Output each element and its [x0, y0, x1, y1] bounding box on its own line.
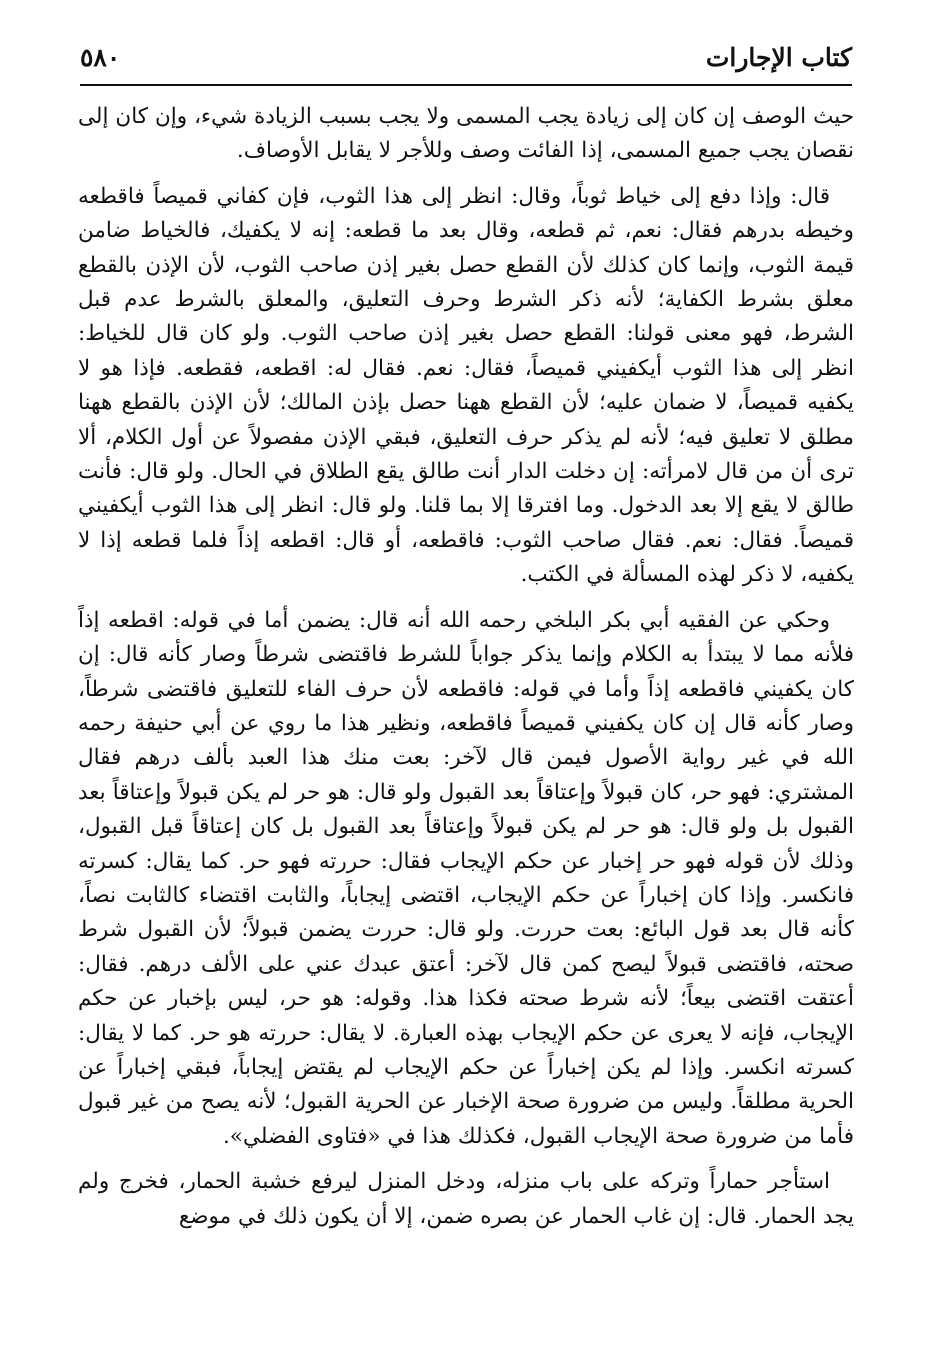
header-divider: [80, 84, 852, 86]
paragraph: حيث الوصف إن كان إلى زيادة يجب المسمى ولا يجب بسبب الزيادة شيء، وإن كان إلى نقصان يجب جميع المسمى، إذا الفائت وصف وللأجر لا يقابل الأوصاف.: [78, 104, 854, 164]
paragraph: وحكي عن الفقيه أبي بكر البلخي رحمه الله أنه قال: يضمن أما في قوله: اقطعه إذاً فلأنه مما لا يبتدأ به الكلام وإنما يذكر جواباً للشرط فاقتضى شرطاً وصار كأنه قال: إن كان يكفيني فاقطعه إذاً وأما في قوله: فاقطعه لأن حرف الفاء للتعليق فاقتضى شرطاً، وصار كأنه قال إن كان يكفيني قميصاً فاقطعه، ونظير هذا ما روي عن أبي حنيفة رحمه الله في غير رواية الأصول فيمن قال لآخر: بعت منك هذا العبد بألف درهم فقال المشتري: فهو حر، كان قبولاً وإعتاقاً بعد القبول ولو قال: هو حر لم يكن قبولاً وإعتاقاً بعد القبول بل ولو قال: هو حر لم يكن قبولاً وإعتاقاً بعد القبول بل كان إعتاقاً قبل القبول، وذلك لأن قوله فهو حر إخبار عن حكم الإيجاب فقال: حررته فهو حر. كما يقال: كسرته فانكسر. وإذا كان إخباراً عن حكم الإيجاب، اقتضى إيجاباً، والثابت اقتضاء كالثابت نصاً، كأنه قال بعد قول البائع: بعت حررت. ولو قال: حررت يضمن قبولاً؛ لأن القبول شرط صحته، فاقتضى قبولاً ليصح كمن قال لآخر: أعتق عبدك عني على الألف درهم. فقال: أعتقت اقتضى بيعاً؛ لأنه شرط صحته فكذا هذا. وقوله: هو حر، ليس بإخبار عن حكم الإيجاب، فإنه لا يعرى عن حكم الإيجاب بهذه العبارة. لا يقال: حررته هو حر. كما لا يقال: كسرته انكسر. وإذا لم يكن إخباراً عن حكم الإيجاب لم يقتض إيجاباً، فبقي إخباراً عن الحرية مطلقاً. وليس من ضرورة صحة الإخبار عن الحرية القبول؛ لأنه يصح من غير قبول فأما من ضرورة صحة الإيجاب القبول، فكذلك هذا في «فتاوى الفضلي».: [78, 607, 854, 1149]
page-header: [80, 38, 852, 84]
body-text: [78, 100, 854, 1234]
chapter-title: كتاب الإجارات: [705, 43, 852, 72]
paragraph: استأجر حماراً وتركه على باب منزله، ودخل المنزل ليرفع خشبة الحمار، فخرج ولم يجد الحمار. قال: إن غاب الحمار عن بصره ضمن، إلا أن يكون ذلك في موضع: [78, 1169, 854, 1229]
page-number: ٥٨٠: [80, 43, 121, 72]
paragraph: قال: وإذا دفع إلى خياط ثوباً، وقال: انظر إلى هذا الثوب، فإن كفاني قميصاً فاقطعه وخيطه بدرهم فقال: نعم، ثم قطعه، وقال بعد ما قطعه: إنه لا يكفيك، فالخياط ضامن قيمة الثوب، وإنما كان كذلك لأن القطع حصل بغير إذن صاحب الثوب، لأن الإذن بالقطع معلق بشرط الكفاية؛ لأنه ذكر الشرط وحرف التعليق، والمعلق بالشرط عدم قبل الشرط، فهو معنى قولنا: القطع حصل بغير إذن صاحب الثوب. ولو كان قال للخياط: انظر إلى هذا الثوب أيكفيني قميصاً، فقال: نعم. فقال له: اقطعه، فقطعه. فإذا هو لا يكفيه قميصاً، لا ضمان عليه؛ لأن القطع ههنا حصل بإذن المالك؛ لأن الإذن بالقطع ههنا مطلق لا تعليق فيه؛ لأنه لم يذكر حرف التعليق، فبقي الإذن مفصولاً عن أول الكلام، ألا ترى أن من قال لامرأته: إن دخلت الدار أنت طالق يقع الطلاق في الحال. ولو قال: فأنت طالق لا يقع إلا بعد الدخول. وما افترقا إلا بما قلنا. ولو قال: انظر إلى هذا الثوب أيكفيني قميصاً. فقال: نعم. فقال صاحب الثوب: فاقطعه، أو قال: اقطعه إذاً فلما قطعه إذا لا يكفيه، لا ذكر لهذه المسألة في الكتب.: [78, 183, 854, 588]
